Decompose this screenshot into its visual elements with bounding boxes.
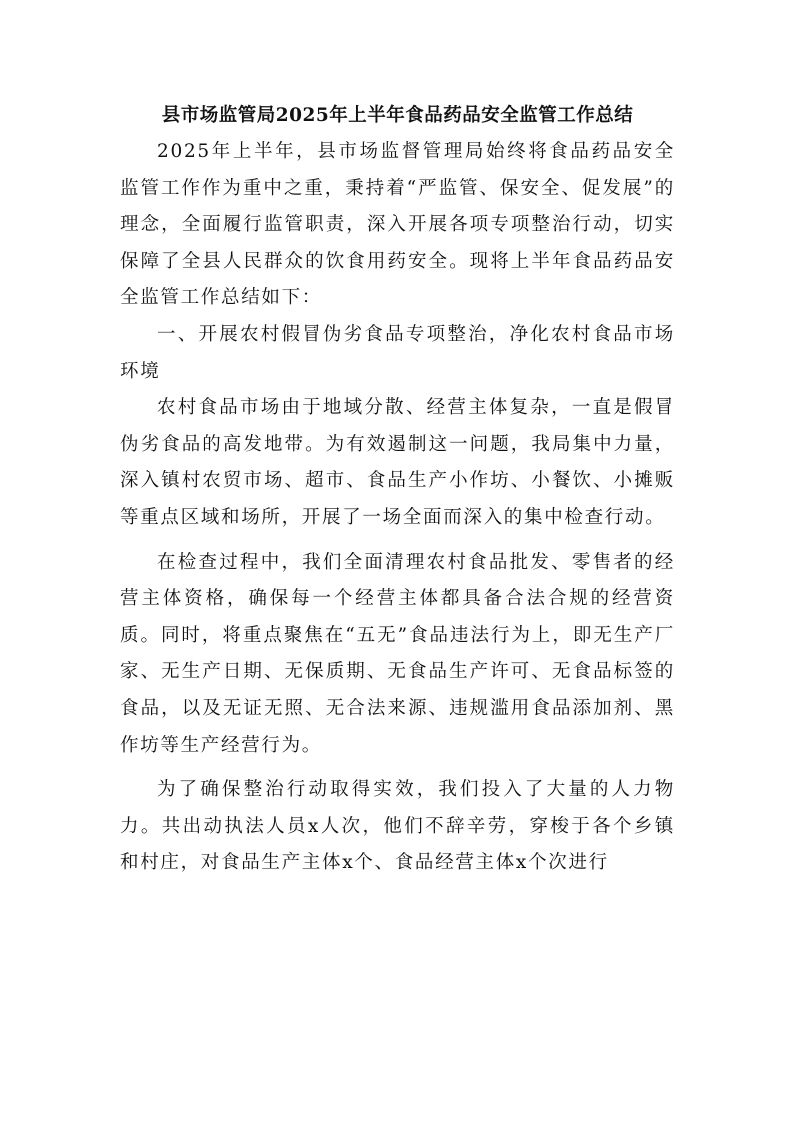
document-body bbox=[120, 98, 675, 882]
paragraph-intro: 2025年上半年，县市场监督管理局始终将食品药品安全监管工作作为重中之重，秉持着“严监管、保安全、促发展”的理念，全面履行监管职责，深入开展各项专项整治行动，切实保障了全县人民群众的饮食用药安全。现将上半年食品药品安全监管工作总结如下： bbox=[120, 141, 675, 309]
paragraph-gap bbox=[120, 764, 675, 772]
paragraph-inspection: 在检查过程中，我们全面清理农村食品批发、零售者的经营主体资格，确保每一个经营主体都具备合法合规的经营资质。同时，将重点聚焦在“五无”食品违法行为上，即无生产厂家、无生产日期、无保质期、无食品生产许可、无食品标签的食品，以及无证无照、无合法来源、违规滥用食品添加剂、黑作坊等生产经营行为。 bbox=[120, 551, 675, 756]
paragraph-enforcement: 为了确保整治行动取得实效，我们投入了大量的人力物力。共出动执法人员x人次，他们不辞辛劳，穿梭于各个乡镇和村庄，对食品生产主体x个、食品经营主体x个次进行 bbox=[120, 779, 675, 874]
document-title: 县市场监管局2025年上半年食品药品安全监管工作总结 bbox=[161, 105, 634, 126]
paragraph-gap bbox=[120, 537, 675, 545]
section-heading-1: 一、开展农村假冒伪劣食品专项整治，净化农村食品市场环境 bbox=[120, 323, 675, 382]
paragraph-rural-market: 农村食品市场由于地域分散、经营主体复杂，一直是假冒伪劣食品的高发地带。为有效遏制这一问题，我局集中力量，深入镇村农贸市场、超市、食品生产小作坊、小餐饮、小摊贩等重点区域和场所，开展了一场全面而深入的集中检查行动。 bbox=[120, 397, 675, 528]
